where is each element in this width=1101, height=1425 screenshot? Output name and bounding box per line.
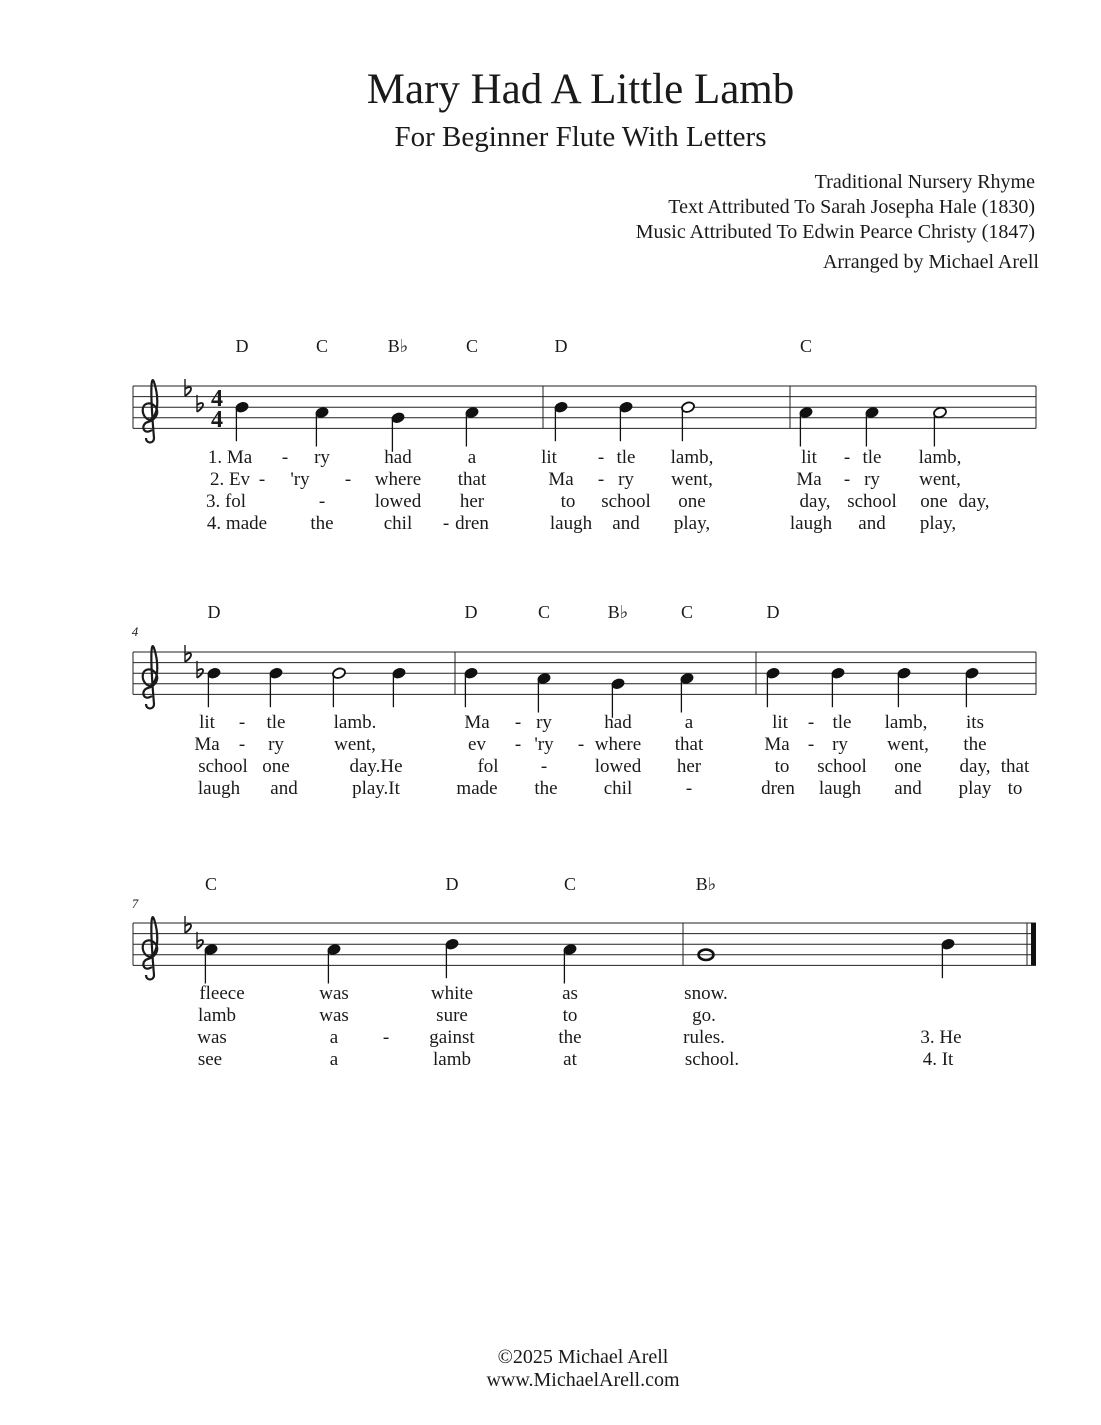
footer-website: www.MichaelArell.com [486, 1369, 680, 1391]
lyric-syllable: lowed [594, 756, 642, 777]
lyric-syllable: day, [799, 491, 831, 512]
note-half [933, 406, 948, 446]
lyric-syllable: tle [862, 447, 882, 468]
credit-tradition: Traditional Nursery Rhyme [814, 171, 1035, 193]
lyric-hyphen: - [514, 734, 522, 755]
lyric-syllable: school [847, 491, 897, 512]
lyric-syllable: dren [761, 778, 795, 799]
lyric-syllable: Ma [548, 469, 574, 490]
lyric-syllable: a [467, 447, 477, 468]
note-quarter [611, 677, 626, 717]
lyric-syllable: lowed [374, 491, 422, 512]
lyric-syllable: gainst [429, 1027, 475, 1048]
letter-names [236, 336, 813, 356]
note-letter: D [235, 336, 249, 356]
lyric-syllable: was [319, 983, 349, 1004]
lyric-syllable: lamb [198, 1005, 236, 1026]
lyric-syllable: lit [772, 712, 788, 733]
credit-arranger: Arranged by Michael Arell [822, 251, 1039, 273]
flat-icon [185, 645, 191, 662]
note-quarter [391, 411, 406, 451]
lyric-hyphen: - [685, 778, 693, 799]
lyric-syllable: ry [536, 712, 552, 733]
lyric-syllable: snow. [684, 983, 728, 1004]
note-half [332, 667, 347, 707]
lyric-syllable: the [963, 734, 987, 755]
lyric-syllable: tle [832, 712, 852, 733]
lyric-syllable: Ma [194, 734, 220, 755]
lyric-syllable: and [612, 513, 640, 534]
lyric-syllable: lamb, [918, 447, 962, 468]
note-letter: B♭ [607, 602, 629, 622]
lyric-syllable: ry [864, 469, 880, 490]
page-subtitle: For Beginner Flute With Letters [394, 121, 767, 153]
note-letter: D [445, 874, 459, 894]
note-quarter [315, 406, 330, 446]
lyric-syllable: one [894, 756, 922, 777]
lyric-syllable: white [430, 983, 474, 1004]
lyric-syllable: 3. He [920, 1027, 962, 1048]
lyric-syllable: laugh [789, 513, 833, 534]
lyric-syllable: went, [887, 734, 929, 755]
lyric-syllable: sure [436, 1005, 468, 1026]
lyric-syllable: the [558, 1027, 582, 1048]
lyric-hyphen: - [258, 469, 266, 490]
lyric-syllable: that [674, 734, 704, 755]
flat-icon [197, 661, 203, 678]
lyric-syllable: to [560, 491, 576, 512]
lyric-syllable: play [958, 778, 992, 799]
lyric-syllable: went, [334, 734, 376, 755]
lyric-syllable: see [197, 1049, 223, 1070]
note-letter: C [799, 336, 813, 356]
lyric-syllable: 2. Ev [209, 469, 251, 490]
lyric-syllable: was [197, 1027, 227, 1048]
note-quarter [941, 938, 956, 978]
note-quarter [207, 667, 222, 707]
note-quarter [897, 667, 912, 707]
note-quarter [619, 401, 634, 441]
final-barline-thick [1031, 923, 1036, 965]
lyric-syllable: chil [603, 778, 633, 799]
lyric-syllable: 4. made [206, 513, 268, 534]
lyric-syllable: made [456, 778, 498, 799]
note-letter: D [554, 336, 568, 356]
lyric-hyphen: - [238, 712, 246, 733]
lyric-syllable: school [198, 756, 248, 777]
notes [204, 938, 956, 984]
note-quarter [269, 667, 284, 707]
note-letter: D [766, 602, 780, 622]
lyric-syllable: ry [314, 447, 330, 468]
note-quarter [537, 672, 552, 712]
lyric-syllable: laugh [818, 778, 862, 799]
lyric-syllable: a [329, 1049, 339, 1070]
system-1 [133, 336, 1036, 534]
lyric-syllable: where [594, 734, 642, 755]
lyric-hyphen: - [843, 447, 851, 468]
lyric-syllable: Ma [764, 734, 790, 755]
lyric-syllable: lit [199, 712, 215, 733]
lyric-syllable: day.He [349, 756, 403, 777]
note-letter: C [680, 602, 694, 622]
lyric-syllable: where [374, 469, 422, 490]
lyric-hyphen: - [540, 756, 548, 777]
lyric-hyphen: - [382, 1027, 390, 1048]
lyrics [206, 447, 990, 534]
lyric-syllable: 'ry [290, 469, 310, 490]
lyric-syllable: dren [455, 513, 489, 534]
note-letter: C [537, 602, 551, 622]
lyric-syllable: ry [832, 734, 848, 755]
system-2 [132, 602, 1036, 799]
lyric-hyphen: - [807, 712, 815, 733]
lyric-syllable: 4. It [922, 1049, 954, 1070]
lyric-syllable: school. [684, 1049, 740, 1070]
lyric-syllable: her [676, 756, 702, 777]
note-quarter [465, 406, 480, 446]
lyric-syllable: that [1000, 756, 1030, 777]
flat-icon [185, 916, 191, 933]
note-letter: D [464, 602, 478, 622]
note-quarter [204, 943, 219, 983]
lyric-syllable: and [894, 778, 922, 799]
lyrics [197, 983, 961, 1070]
note-letter: B♭ [695, 874, 717, 894]
note-quarter [392, 667, 407, 707]
lyric-syllable: the [534, 778, 558, 799]
lyric-syllable: 1. Ma [207, 447, 253, 468]
lyric-syllable: at [563, 1049, 577, 1070]
lyric-syllable: lit [801, 447, 817, 468]
lyric-syllable: go. [692, 1005, 716, 1026]
note-letter: C [204, 874, 218, 894]
lyric-syllable: a [684, 712, 694, 733]
lyric-syllable: laugh [549, 513, 593, 534]
note-letter: C [465, 336, 479, 356]
lyric-syllable: one [262, 756, 290, 777]
flat-icon [197, 395, 203, 412]
lyric-syllable: and [270, 778, 298, 799]
lyric-syllable: went, [919, 469, 961, 490]
lyric-syllable: play.It [352, 778, 400, 799]
note-quarter [327, 943, 342, 983]
note-letter: D [207, 602, 221, 622]
lyric-syllable: went, [671, 469, 713, 490]
note-letter: B♭ [387, 336, 409, 356]
lyric-syllable: that [457, 469, 487, 490]
lyric-syllable: was [319, 1005, 349, 1026]
note-quarter [554, 401, 569, 441]
flat-icon [185, 379, 191, 396]
lyric-syllable: ev [468, 734, 486, 755]
lyric-syllable: fol [477, 756, 499, 777]
credit-music-attribution: Music Attributed To Edwin Pearce Christy (1847) [635, 221, 1035, 243]
lyric-syllable: to [1007, 778, 1023, 799]
lyric-syllable: lamb. [333, 712, 377, 733]
lyric-syllable: Ma [464, 712, 490, 733]
lyric-syllable: to [562, 1005, 578, 1026]
lyric-hyphen: - [597, 469, 605, 490]
lyric-hyphen: - [597, 447, 605, 468]
lyric-syllable: fleece [199, 983, 245, 1004]
lyric-syllable: as [562, 983, 578, 1004]
treble-clef-icon [143, 646, 158, 708]
note-quarter [445, 938, 460, 978]
note-letter: C [563, 874, 577, 894]
letter-names [205, 874, 716, 894]
lyric-hyphen: - [843, 469, 851, 490]
note-letter: C [315, 336, 329, 356]
lyric-hyphen: - [442, 513, 450, 534]
lyric-syllable: a [329, 1027, 339, 1048]
lyric-syllable: lamb [433, 1049, 471, 1070]
lyric-hyphen: - [344, 469, 352, 490]
note-quarter [799, 406, 814, 446]
lyric-syllable: had [384, 447, 412, 468]
lyric-syllable: chil [383, 513, 413, 534]
lyric-syllable: school [601, 491, 651, 512]
lyric-hyphen: - [238, 734, 246, 755]
notes [235, 401, 948, 452]
lyrics [194, 712, 1030, 799]
lyric-syllable: ry [618, 469, 634, 490]
footer-copyright: ©2025 Michael Arell [497, 1346, 669, 1368]
lyric-hyphen: - [577, 734, 585, 755]
note-half [681, 401, 696, 441]
flat-icon [197, 932, 203, 949]
time-signature-top: 4 [211, 386, 223, 412]
note-quarter [235, 401, 250, 441]
note-quarter [865, 406, 880, 446]
lyric-syllable: its [966, 712, 984, 733]
lyric-syllable: tle [266, 712, 286, 733]
lyric-syllable: Ma [796, 469, 822, 490]
note-quarter [965, 667, 980, 707]
lyric-syllable: play, [919, 513, 957, 534]
system-3 [132, 874, 1036, 1070]
lyric-syllable: school [817, 756, 867, 777]
lyric-hyphen: - [514, 712, 522, 733]
staff-lines [133, 379, 1036, 443]
note-quarter [766, 667, 781, 707]
lyric-hyphen: - [318, 491, 326, 512]
note-quarter [563, 943, 578, 983]
lyric-syllable: the [310, 513, 334, 534]
note-whole [699, 950, 714, 960]
note-quarter [831, 667, 846, 707]
credit-text-attribution: Text Attributed To Sarah Josepha Hale (1830) [668, 196, 1035, 218]
lyric-hyphen: - [281, 447, 289, 468]
lyric-syllable: lamb, [670, 447, 714, 468]
lyric-syllable: her [459, 491, 485, 512]
lyric-syllable: 'ry [534, 734, 554, 755]
note-quarter [680, 672, 695, 712]
page-title: Mary Had A Little Lamb [366, 66, 795, 113]
lyric-syllable: had [604, 712, 632, 733]
lyric-syllable: and [858, 513, 886, 534]
measure-number: 7 [131, 896, 139, 911]
lyric-syllable: one [678, 491, 706, 512]
lyric-hyphen: - [807, 734, 815, 755]
notes [207, 667, 980, 718]
lyric-syllable: lamb, [884, 712, 928, 733]
measure-number: 4 [131, 624, 139, 639]
lyric-syllable: one [920, 491, 948, 512]
note-quarter [464, 667, 479, 707]
staff-lines [132, 896, 1036, 980]
lyric-syllable: 3. fol [205, 491, 247, 512]
letter-names [208, 602, 780, 622]
lyric-syllable: ry [268, 734, 284, 755]
lyric-syllable: lit [541, 447, 557, 468]
treble-clef-icon [143, 917, 158, 979]
time-signature-bottom: 4 [211, 407, 223, 433]
treble-clef-icon [143, 380, 158, 442]
lyric-syllable: tle [616, 447, 636, 468]
staff-lines [132, 624, 1036, 709]
lyric-syllable: play, [673, 513, 711, 534]
lyric-syllable: rules. [683, 1027, 725, 1048]
lyric-syllable: day, [959, 756, 991, 777]
lyric-syllable: to [774, 756, 790, 777]
lyric-syllable: laugh [197, 778, 241, 799]
lyric-syllable: day, [958, 491, 990, 512]
